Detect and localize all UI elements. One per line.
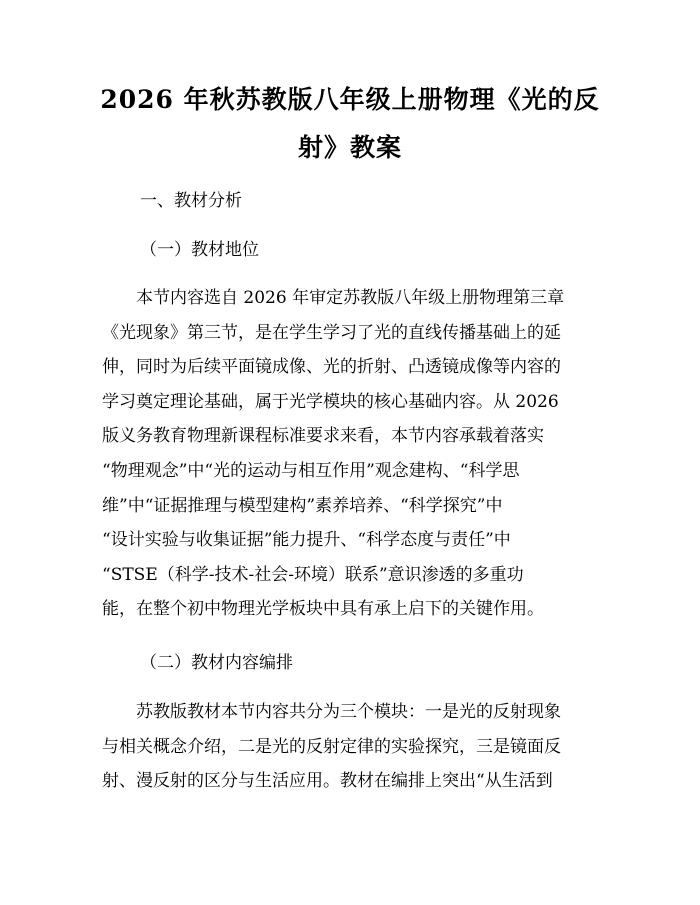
paragraph-line: 射、漫反射的区分与生活应用。教材在编排上突出“从生活到 (102, 771, 553, 792)
paragraph-line: “设计实验与收集证据”能力提升、“科学态度与责任”中 (102, 530, 511, 551)
subsection-heading-content-arrangement: （二）教材内容编排 (140, 653, 293, 673)
paragraph-line: “物理观念”中“光的运动与相互作用”观念建构、“科学思 (102, 460, 520, 481)
document-title-line-2: 射》教案 (297, 133, 402, 162)
paragraph-line: “STSE（科学-技术-社会-环境）联系”意识渗透的多重功 (102, 564, 524, 585)
paragraph-content-arrangement (102, 700, 600, 804)
paragraph-line: 苏教版教材本节内容共分为三个模块：一是光的反射现象 (136, 702, 561, 722)
paragraph-material-status (102, 286, 600, 632)
paragraph-line: 《光现象》第三节，是在学生学习了光的直线传播基础上的延 (102, 322, 561, 343)
document-title-line-1: 2026 年秋苏教版八年级上册物理《光的反 (100, 85, 600, 114)
paragraph-line: 版义务教育物理新课程标准要求来看，本节内容承载着落实 (102, 426, 544, 447)
paragraph-line: 伸，同时为后续平面镜成像、光的折射、凸透镜成像等内容的 (102, 357, 561, 378)
section-heading-teaching-material-analysis: 一、教材分析 (140, 191, 242, 211)
subsection-heading-material-status: （一）教材地位 (140, 240, 259, 260)
paragraph-line: 学习奠定理论基础，属于光学模块的核心基础内容。从 2026 (102, 391, 559, 412)
paragraph-line: 与相关概念介绍，二是光的反射定律的实验探究，三是镜面反 (102, 736, 561, 757)
paragraph-line: 本节内容选自 2026 年审定苏教版八年级上册物理第三章 (136, 288, 565, 308)
paragraph-line: 能，在整个初中物理光学板块中具有承上启下的关键作用。 (102, 599, 544, 620)
paragraph-line: 维”中“证据推理与模型建构”素养培养、“科学探究”中 (102, 495, 503, 516)
